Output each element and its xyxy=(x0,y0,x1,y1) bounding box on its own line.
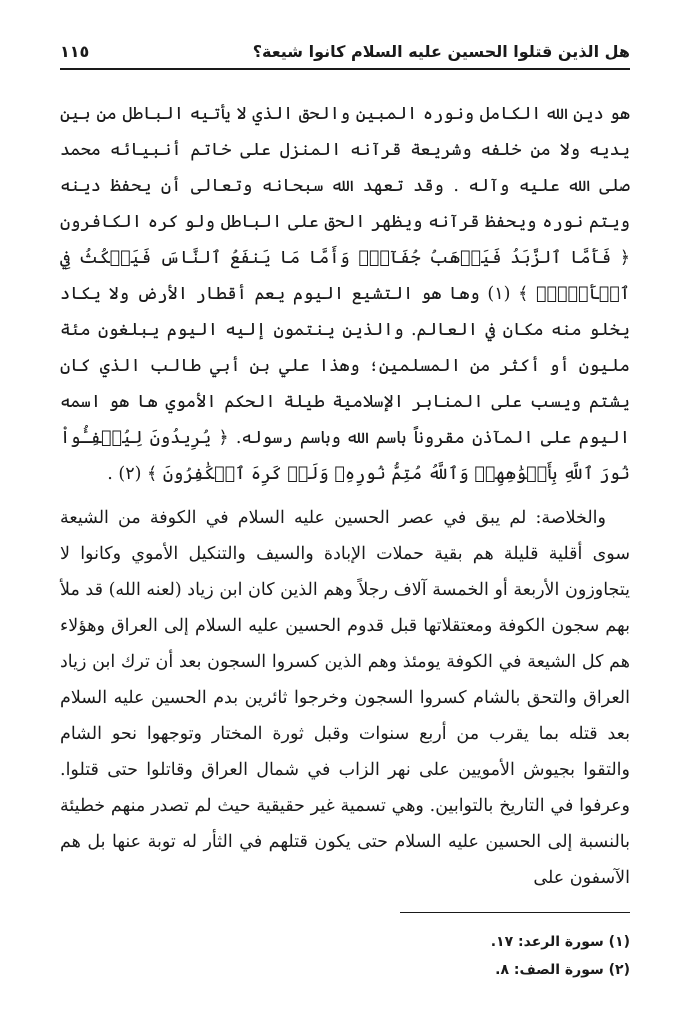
header-rule xyxy=(60,68,630,70)
paragraph-1: هو دين الله الكامل ونوره المبين والحق الذي لا يأتيه الباطل من بين يديه ولا من خلفه وشريعة قرآنه المنزل على خاتم أنبيائه محمد صلى الله عليه وآله . وقد تعهد الله سبحانه وتعالى أن يحفظ دينه ويتم نوره ويحفظ قرآنه ويظهر الحق على الباطل ولو كره الكافرون ﴿ فَأَمَّا ٱلزَّبَدُ فَيَذۡهَبُ جُفَآءٗۖ وَأَمَّا مَا يَنفَعُ ٱلنَّاسَ فَيَمۡكُثُ فِي ٱلۡأَرۡضِۚ ﴾ (١) وها هو التشيع اليوم يعم أقطار الأرض ولا يكاد يخلو منه مكان في العالم. والذين ينتمون إليه اليوم يبلغون مئة مليون أو أكثر من المسلمين؛ وهذا علي بن أبي طالب الذي كان يشتم ويسب على المنابر الإسلامية طيلة الحكم الأموي ها هو اسمه اليوم على المآذن مقروناً باسم الله وباسم رسوله. ﴿ يُرِيدُونَ لِيُطۡفِـُٔواْ نُورَ ٱللَّهِ بِأَفۡوَٰهِهِمۡ وَٱللَّهُ مُتِمُّ نُورِهِۦ وَلَوۡ كَرِهَ ٱلۡكَٰفِرُونَ ﴾ (٢) . xyxy=(60,104,631,484)
running-title: هل الذين قتلوا الحسين عليه السلام كانوا شيعة؟ xyxy=(252,42,630,61)
footnotes xyxy=(60,928,630,984)
page-number: ١١٥ xyxy=(60,42,90,61)
footnote-1: (١) سورة الرعد: ١٧. xyxy=(490,934,630,950)
footnote-rule xyxy=(400,912,630,913)
footnote-2: (٢) سورة الصف: ٨. xyxy=(495,962,630,978)
page-header xyxy=(60,34,630,64)
paragraph-2: والخلاصة: لم يبق في عصر الحسين عليه السلام في الكوفة من الشيعة سوى أقلية قليلة هم بقية حملات الإبادة والسيف والتنكيل الأموي وكانوا لا يتجاوزون الأربعة أو الخمسة آلاف رجلاً وهم الذين كان ابن زياد (لعنه الله) قد ملأ بهم سجون الكوفة ومعتقلاتها قبل قدوم الحسين عليه السلام إلى العراق وهؤلاء هم كل الشيعة في الكوفة يومئذ وهم الذين كسروا السجون بعد أن ترك ابن زياد العراق والتحق بالشام كسروا السجون وخرجوا ثائرين بدم الحسين عليه السلام بعد قتله بما يقرب من أربع سنوات وقبل ثورة المختار وتوجهوا نحو الشام والتقوا بجيوش الأمويين على نهر الزاب في شمال العراق وقاتلوا حتى قتلوا. وعرفوا في التاريخ بالتوابين. وهي تسمية غير حقيقية حيث لم تصدر منهم خطيئة بالنسبة إلى الحسين عليه السلام حتى يكون قتلهم في الثأر له توبة عنها بل هم الآسفون على xyxy=(60,508,630,888)
body-text xyxy=(60,96,630,896)
